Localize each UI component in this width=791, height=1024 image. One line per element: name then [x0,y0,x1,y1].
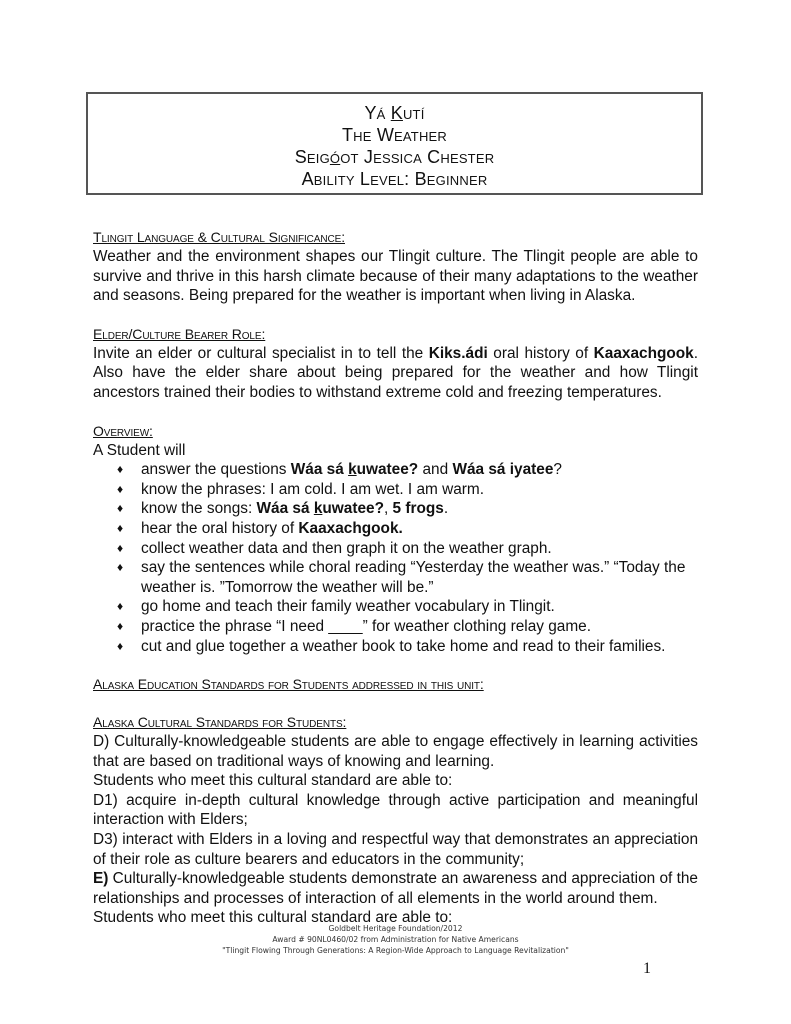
title-text: Yá [364,103,391,123]
heading-significance: Tlingit Language & Cultural Significance: [93,229,345,245]
item-text: answer the questions [141,461,291,479]
standard-e [93,869,698,908]
diamond-bullet-icon: ♦ [117,540,124,555]
spacer [93,656,698,675]
item-bold-text: uwatee? [322,500,384,518]
footer-line-award: Award # 90NL0460/02 from Administration for Native Americans [272,935,519,944]
title-box [86,92,703,195]
diamond-bullet-icon: ♦ [117,462,124,477]
standard-e-text: Culturally-knowledgeable students demonstrate an awareness and appreciation of the relationships and processes of interaction of all elements in the world around them. [93,870,698,907]
list-item [117,637,698,657]
overview-list [93,460,698,656]
item-text: ? [553,461,562,479]
list-item [117,597,698,617]
standard-e-label: E) [93,870,109,888]
diamond-bullet-icon: ♦ [117,481,124,496]
page-footer [0,923,791,956]
heading-elder-role: Elder/Culture Bearer Role: [93,325,266,342]
list-item [117,460,698,480]
item-text: say the sentences while choral reading “Yesterday the weather was.” “Today the weather is. ”Tomorrow the weather will be.” [141,559,686,596]
item-bold-text: uwatee? [356,461,419,479]
standard-d-intro: Students who meet this cultural standard are able to: [93,772,453,790]
item-bold [257,500,384,517]
elder-clan-name: Kiks.ádi [428,344,488,362]
diamond-bullet-icon: ♦ [117,520,124,535]
item-text: practice the phrase “I need ____” for weather clothing relay game. [141,617,592,635]
list-item [117,539,698,559]
elder-text-part: . Also have the elder share about being prepared for the weather and how Tlingit ancestors trained their bodies to withstand extreme cold and freezing temperatures. [93,344,699,401]
diamond-bullet-icon: ♦ [117,501,124,516]
heading-cultural-standards: Alaska Cultural Standards for Students: [93,714,347,731]
item-text: . [443,500,449,518]
item-text: know the songs: [141,500,257,518]
standard-e-intro: Students who meet this cultural standard are able to: [93,909,453,927]
spacer [93,403,698,422]
item-text: cut and glue together a weather book to take home and read to their families. [141,637,666,655]
title-ability-level: Ability Level: Beginner [301,169,488,189]
spacer [93,694,698,713]
item-text: know the phrases: I am cold. I am wet. I am warm. [141,480,484,498]
item-bold [291,461,418,478]
title-underlined-letter: K [390,103,403,123]
heading-overview: Overview: [93,422,153,439]
author-text: ot Jessica Chester [340,147,495,167]
document-body [93,228,698,928]
item-text: collect weather data and then graph it on the weather graph. [141,539,552,557]
title-english: The Weather [341,125,447,145]
item-text: go home and teach their family weather vocabulary in Tlingit. [141,598,555,616]
footer-line-foundation: Goldbelt Heritage Foundation/2012 [328,924,463,933]
list-item [117,519,698,539]
item-text: , [383,500,393,518]
title-author [88,146,701,168]
diamond-bullet-icon: ♦ [117,560,124,575]
spacer [93,306,698,325]
elder-text-part: oral history of [487,344,594,362]
standard-d1: D1) acquire in-depth cultural knowledge through active participation and meaningful interaction with Elders; [93,791,698,829]
item-underlined-letter: k [313,500,323,518]
standard-d: D) Culturally-knowledgeable students are able to engage effectively in learning activities that are based on traditional ways of knowing and learning. [93,733,698,770]
heading-education-standards: Alaska Education Standards for Students addressed in this unit: [93,676,484,693]
title-text: utí [402,103,425,123]
list-item [117,480,698,500]
title-tlingit [88,102,701,124]
author-text: Seig [294,147,330,167]
item-bold: 5 frogs [392,500,444,518]
item-bold-text: Wáa sá [290,461,349,479]
item-bold: Wáa sá iyatee [452,461,554,479]
elder-text [93,344,698,403]
item-text: hear the oral history of [141,519,299,537]
diamond-bullet-icon: ♦ [117,618,124,633]
diamond-bullet-icon: ♦ [117,638,124,653]
item-text: and [418,461,453,479]
overview-intro: A Student will [93,441,186,459]
significance-text: Weather and the environment shapes our Tlingit culture. The Tlingit people are able to survive and thrive in this harsh climate because of their many adaptations to the weather and seasons. Being prepared for the weather is important when living in Alaska. [93,248,698,305]
list-item [117,617,698,637]
footer-line-project: "Tlingit Flowing Through Generations: A Region-Wide Approach to Language Revitalization" [222,946,569,955]
author-underlined-letter: ó [329,147,341,167]
item-bold: Kaaxachgook. [298,519,403,537]
item-underlined-letter: k [348,461,357,479]
diamond-bullet-icon: ♦ [117,599,124,614]
item-bold-text: Wáa sá [256,500,314,518]
elder-story-name: Kaaxachgook [593,344,694,362]
list-item [117,499,698,519]
elder-text-part: Invite an elder or cultural specialist in to tell the [93,344,429,362]
standard-d3: D3) interact with Elders in a loving and respectful way that demonstrates an appreciation of their role as culture bearers and educators in the community; [93,831,698,868]
page-number: 1 [643,960,651,977]
list-item [117,558,698,597]
